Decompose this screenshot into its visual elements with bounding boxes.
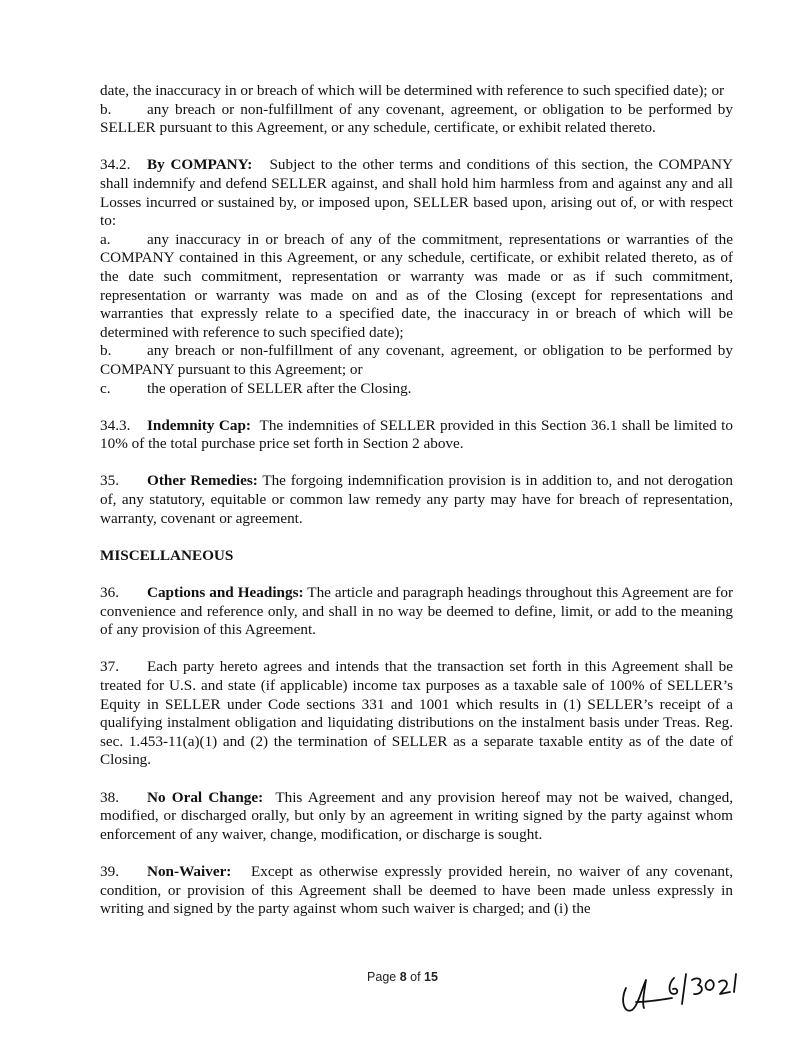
section-39 [100, 863, 733, 919]
page-number: 8 [399, 970, 407, 984]
section-text: This Agreement and any provision hereof may not be waived, changed, modified, or discharged orally, but only by an agreement in writing signed by the party against whom enforcement of any waiver, change, modification, or discharge is sought. [100, 788, 733, 843]
section-36 [100, 584, 733, 640]
section-number: 39. [100, 862, 119, 880]
clause-label: a. [100, 230, 111, 248]
footer-of: of [406, 970, 425, 984]
clause-text: any breach or non-fulfillment of any covenant, agreement, or obligation to be performed by SELLER pursuant to this Agreement, or any schedule, certificate, or exhibit related thereto. [100, 100, 733, 137]
clause-text: the operation of SELLER after the Closing. [147, 379, 412, 397]
section-text: The indemnities of SELLER provided in this Section 36.1 shall be limited to 10% of the total purchase price set forth in Section 2 above. [100, 416, 733, 453]
section-title: Non-Waiver: [147, 862, 232, 880]
section-number: 36. [100, 584, 119, 602]
section-number: 38. [100, 788, 119, 806]
clause-text: any breach or non-fulfillment of any covenant, agreement, or obligation to be performed by COMPANY pursuant to this Agreement; or [100, 342, 733, 378]
document-page [100, 82, 733, 919]
section-37 [100, 658, 733, 770]
section-number: 34.2. [100, 156, 131, 174]
clause-b [100, 342, 733, 379]
section-title: Captions and Headings: [147, 584, 304, 602]
section-text: Subject to the other terms and conditions of this section, the COMPANY shall indemnify and defend SELLER against, and shall hold him harmless from and against any and all Losses incurred or sustained by, or imposed upon, SELLER based upon, arising out of, or with respect to: [100, 156, 733, 230]
clause-label: b. [100, 100, 112, 118]
section-number: 35. [100, 472, 119, 490]
clause-label: c. [100, 379, 111, 397]
section-title: Indemnity Cap: [147, 416, 251, 434]
section-title: By COMPANY: [147, 156, 253, 174]
section-text: Except as otherwise expressly provided herein, no waiver of any covenant, condition, or provision of this Agreement shall be deemed to have been made unless expressly in writing and signed by the party against whom such waiver is charged; and (i) the [100, 862, 734, 918]
paragraph-continuation: date, the inaccuracy in or breach of which will be determined with reference to such specified date); or [100, 82, 725, 99]
page-total: 15 [424, 970, 438, 984]
section-35 [100, 472, 733, 528]
footer-prefix: Page [367, 970, 400, 984]
section-38 [100, 789, 733, 845]
section-title: No Oral Change: [147, 788, 264, 806]
clause-text: any inaccuracy in or breach of any of the commitment, representations or warranties of the COMPANY contained in this Agreement, or any schedule, certificate, or exhibit related thereto, as of the date such commitment, representation or warranty was made or as if such commitment, representation or warranty was made on and as of the Closing (except for representations and warranties that expressly relate to a specified date, the inaccuracy in or breach of which will be determined with reference to such specified date); [100, 230, 733, 341]
misc-heading: MISCELLANEOUS [100, 546, 234, 564]
section-title: Other Remedies: [147, 472, 258, 490]
section-text: The forgoing indemnification provision is in addition to, and not derogation of, any statutory, equitable or common law remedy any party may have for breach of representation, warranty, covenant or agreement. [100, 472, 733, 527]
clause-b [100, 101, 733, 138]
section-text: The article and paragraph headings throughout this Agreement are for convenience and reference only, and shall in no way be deemed to define, limit, or add to the meaning of any provision of this Agreement. [100, 584, 733, 639]
section-text: Each party hereto agrees and intends that the transaction set forth in this Agreement shall be treated for U.S. and state (if applicable) income tax purposes as a taxable sale of 100% of SELLER’s Equity in SELLER under Code sections 331 and 1001 which results in (1) SELLER’s receipt of a qualifying instalment obligation and liquidating distributions on the instalment basis under Treas. Reg. sec. 1.453-11(a)(1) and (2) the termination of SELLER as a separate taxable entity as of the date of Closing. [100, 658, 733, 769]
clause-c [100, 380, 733, 399]
section-number: 34.3. [100, 416, 131, 434]
section-34-3 [100, 417, 733, 454]
handwritten-initials-signature [612, 958, 762, 1018]
clause-label: b. [100, 342, 112, 360]
section-number: 37. [100, 658, 119, 676]
section-34-2 [100, 156, 733, 230]
clause-a [100, 231, 733, 343]
